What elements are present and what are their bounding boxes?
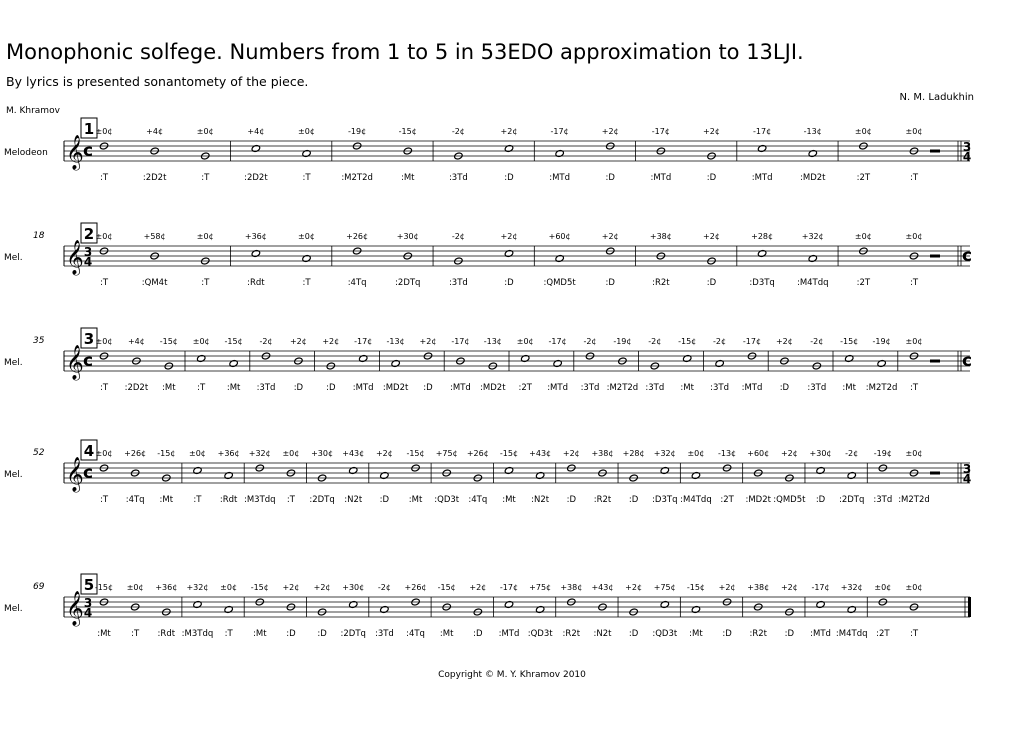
solfege-syllable: :2DTq xyxy=(309,495,335,505)
staff-system xyxy=(4,223,972,288)
instrument-name: Mel. xyxy=(4,358,23,368)
cents-annotation: ±0¢ xyxy=(905,337,923,346)
solfege-syllable: :T xyxy=(909,629,919,639)
time-signature: c xyxy=(82,351,94,371)
solfege-syllable: :T xyxy=(201,278,210,288)
solfege-syllable: :4Tq xyxy=(347,278,367,288)
cents-annotation: +43¢ xyxy=(591,583,614,592)
solfege-syllable: :MTd xyxy=(741,383,763,393)
cents-annotation: +30¢ xyxy=(396,232,419,241)
solfege-syllable: :R2t xyxy=(749,629,767,639)
page-subtitle: By lyrics is presented sonantomety of the piece. xyxy=(6,74,309,89)
solfege-syllable: :M2T2d xyxy=(606,383,639,393)
time-signature: c xyxy=(82,141,94,161)
time-signature-end: 4 xyxy=(962,150,972,164)
cents-annotation: ±0¢ xyxy=(196,127,214,136)
solfege-syllable: :D xyxy=(566,495,577,505)
cents-annotation: -15¢ xyxy=(224,337,243,346)
cents-annotation: -15¢ xyxy=(499,449,519,458)
solfege-syllable: :3Td xyxy=(807,383,827,393)
cents-annotation: +2¢ xyxy=(313,583,331,592)
solfege-syllable: :D3Tq xyxy=(652,495,678,505)
cents-annotation: +32¢ xyxy=(248,449,271,458)
system-number: 1 xyxy=(83,120,95,138)
cents-annotation: +36¢ xyxy=(155,583,178,592)
cents-annotation: +4¢ xyxy=(127,337,145,346)
solfege-syllable: :T xyxy=(302,173,311,183)
measure-number: 18 xyxy=(33,231,45,241)
solfege-syllable: :D xyxy=(326,383,336,393)
cents-annotation: +2¢ xyxy=(289,337,307,346)
solfege-syllable: :T xyxy=(302,278,311,288)
cents-annotation: +30¢ xyxy=(342,583,365,592)
cents-annotation: -19¢ xyxy=(872,337,891,346)
solfege-syllable: :T xyxy=(909,278,919,288)
solfege-syllable: :D xyxy=(473,629,483,639)
solfege-syllable: :D xyxy=(722,629,732,639)
solfege-syllable: :Rdt xyxy=(219,495,238,505)
cents-annotation: -17¢ xyxy=(451,337,470,346)
solfege-syllable: :QD3t xyxy=(652,629,678,639)
cents-annotation: +38¢ xyxy=(747,583,770,592)
cents-annotation: ±0¢ xyxy=(196,232,214,241)
solfege-syllable: :T xyxy=(201,173,210,183)
cents-annotation: -17¢ xyxy=(742,337,762,346)
cents-annotation: -15¢ xyxy=(406,449,425,458)
solfege-syllable: :D xyxy=(815,495,826,505)
cents-annotation: -2¢ xyxy=(259,337,273,346)
measure-number: 52 xyxy=(33,448,45,458)
solfege-syllable: :MD2t xyxy=(382,383,409,393)
cents-annotation: ±0¢ xyxy=(282,449,300,458)
solfege-syllable: :N2t xyxy=(344,495,363,505)
solfege-syllable: :T xyxy=(99,278,109,288)
solfege-syllable: :QM4t xyxy=(141,278,168,288)
time-signature: 4 xyxy=(83,255,93,269)
cents-annotation: -2¢ xyxy=(377,583,391,592)
solfege-syllable: :2T xyxy=(518,383,532,393)
composer-name: N. M. Ladukhin xyxy=(899,92,974,103)
cents-annotation: +36¢ xyxy=(244,232,267,241)
solfege-syllable: :Mt xyxy=(689,629,703,639)
solfege-syllable: :MTd xyxy=(751,173,773,183)
solfege-syllable: :Mt xyxy=(253,629,267,639)
cents-annotation: -19¢ xyxy=(348,127,367,136)
solfege-syllable: :T xyxy=(193,495,202,505)
solfege-syllable: :Mt xyxy=(162,383,176,393)
solfege-syllable: :3Td xyxy=(448,173,468,183)
solfege-syllable: :3Td xyxy=(580,383,600,393)
cents-annotation: +2¢ xyxy=(469,583,487,592)
whole-rest xyxy=(930,472,940,475)
cents-annotation: +2¢ xyxy=(775,337,793,346)
cents-annotation: +58¢ xyxy=(143,232,166,241)
cents-annotation: ±0¢ xyxy=(874,583,892,592)
cents-annotation: -19¢ xyxy=(613,337,632,346)
cents-annotation: ±0¢ xyxy=(516,337,534,346)
solfege-syllable: :QMD5t xyxy=(543,278,576,288)
final-barline-thick xyxy=(968,597,971,617)
cents-annotation: +60¢ xyxy=(548,232,571,241)
cents-annotation: ±0¢ xyxy=(854,127,872,136)
cents-annotation: +2¢ xyxy=(419,337,437,346)
cents-annotation: ±0¢ xyxy=(298,127,315,136)
cents-annotation: +75¢ xyxy=(435,449,458,458)
cents-annotation: -19¢ xyxy=(873,449,892,458)
cents-annotation: +4¢ xyxy=(146,127,164,136)
time-signature-end: 3 xyxy=(962,140,972,154)
cents-annotation: -15¢ xyxy=(159,337,178,346)
solfege-syllable: :D xyxy=(706,173,717,183)
whole-rest xyxy=(930,150,940,153)
cents-annotation: +2¢ xyxy=(282,583,300,592)
solfege-syllable: :D xyxy=(293,383,304,393)
cents-annotation: -17¢ xyxy=(499,583,519,592)
treble-clef: 𝄞 xyxy=(66,457,84,492)
time-signature-end: c xyxy=(961,351,973,371)
copyright-notice: Copyright © M. Y. Khramov 2010 xyxy=(438,670,586,680)
cents-annotation: +2¢ xyxy=(780,583,798,592)
cents-annotation: +30¢ xyxy=(311,449,334,458)
solfege-syllable: :D xyxy=(779,383,790,393)
solfege-syllable: :N2t xyxy=(531,495,550,505)
cents-annotation: +2¢ xyxy=(703,232,720,241)
time-signature: 4 xyxy=(83,606,93,620)
solfege-syllable: :T xyxy=(224,629,233,639)
solfege-syllable: :QMD5t xyxy=(773,495,806,505)
cents-annotation: ±0¢ xyxy=(905,583,923,592)
solfege-syllable: :3Td xyxy=(710,383,730,393)
solfege-syllable: :T xyxy=(197,383,206,393)
cents-annotation: ±0¢ xyxy=(95,232,113,241)
solfege-syllable: :Mt xyxy=(226,383,241,393)
solfege-syllable: :2T xyxy=(876,629,890,639)
cents-annotation: +75¢ xyxy=(653,583,676,592)
solfege-syllable: :T xyxy=(131,629,140,639)
cents-annotation: -15¢ xyxy=(678,337,697,346)
cents-annotation: +32¢ xyxy=(653,449,676,458)
instrument-name: Mel. xyxy=(4,470,23,480)
cents-annotation: -2¢ xyxy=(583,337,597,346)
solfege-syllable: :MTd xyxy=(810,629,831,639)
cents-annotation: ±0¢ xyxy=(905,232,923,241)
cents-annotation: +32¢ xyxy=(801,232,824,241)
solfege-syllable: :D3Tq xyxy=(749,278,775,288)
cents-annotation: +32¢ xyxy=(840,583,863,592)
cents-annotation: +28¢ xyxy=(622,449,645,458)
cents-annotation: -17¢ xyxy=(811,583,830,592)
solfege-syllable: :4Tq xyxy=(468,495,488,505)
cents-annotation: +2¢ xyxy=(562,449,580,458)
solfege-syllable: :4Tq xyxy=(125,495,145,505)
cents-annotation: ±0¢ xyxy=(854,232,872,241)
cents-annotation: -2¢ xyxy=(810,337,824,346)
cents-annotation: -2¢ xyxy=(845,449,859,458)
cents-annotation: ±0¢ xyxy=(95,337,113,346)
cents-annotation: -17¢ xyxy=(354,337,373,346)
solfege-syllable: :D xyxy=(605,173,615,183)
solfege-syllable: :4Tq xyxy=(406,629,425,639)
treble-clef: 𝄞 xyxy=(66,240,84,275)
time-signature-end: c xyxy=(961,246,973,266)
solfege-syllable: :T xyxy=(99,173,109,183)
solfege-syllable: :D xyxy=(504,278,514,288)
staff-system xyxy=(4,440,971,505)
cents-annotation: +2¢ xyxy=(375,449,393,458)
solfege-syllable: :M3Tdq xyxy=(243,495,276,505)
cents-annotation: +2¢ xyxy=(703,127,720,136)
solfege-syllable: :M4Tdq xyxy=(680,495,712,505)
cents-annotation: -13¢ xyxy=(386,337,405,346)
time-signature: c xyxy=(82,463,94,483)
solfege-syllable: :T xyxy=(99,383,109,393)
solfege-syllable: :M2T2d xyxy=(865,383,898,393)
solfege-syllable: :3Td xyxy=(645,383,665,393)
solfege-syllable: :M2T2d xyxy=(341,173,373,183)
system-number: 2 xyxy=(83,225,95,243)
solfege-syllable: :MTd xyxy=(498,629,520,639)
solfege-syllable: :T xyxy=(909,173,919,183)
solfege-syllable: :D xyxy=(628,495,639,505)
solfege-syllable: :M3Tdq xyxy=(181,629,214,639)
cents-annotation: -15¢ xyxy=(437,583,456,592)
solfege-syllable: :Rdt xyxy=(157,629,176,639)
cents-annotation: +43¢ xyxy=(342,449,365,458)
whole-rest xyxy=(930,255,940,258)
cents-annotation: +38¢ xyxy=(649,232,672,241)
solfege-syllable: :3Td xyxy=(873,495,893,505)
solfege-syllable: :MTd xyxy=(547,383,568,393)
solfege-syllable: :Rdt xyxy=(247,278,265,288)
solfege-syllable: :2DTq xyxy=(838,495,865,505)
solfege-syllable: :D xyxy=(423,383,433,393)
cents-annotation: +2¢ xyxy=(322,337,340,346)
solfege-syllable: :Mt xyxy=(159,495,174,505)
cents-annotation: +4¢ xyxy=(247,127,265,136)
cents-annotation: +26¢ xyxy=(404,583,427,592)
cents-annotation: -13¢ xyxy=(803,127,822,136)
cents-annotation: ±0¢ xyxy=(192,337,210,346)
solfege-syllable: :Mt xyxy=(680,383,694,393)
solfege-syllable: :2D2t xyxy=(142,173,167,183)
cents-annotation: ±0¢ xyxy=(189,449,206,458)
solfege-syllable: :MTd xyxy=(650,173,672,183)
page-title: Monophonic solfege. Numbers from 1 to 5 in 53EDO approximation to 13LJI. xyxy=(6,40,804,64)
cents-annotation: +2¢ xyxy=(500,232,518,241)
cents-annotation: ±0¢ xyxy=(687,449,705,458)
cents-annotation: +2¢ xyxy=(500,127,518,136)
solfege-syllable: :MD2t xyxy=(480,383,506,393)
measure-number: 69 xyxy=(33,582,45,592)
solfege-syllable: :M2T2d xyxy=(898,495,930,505)
staff-system xyxy=(4,118,971,183)
cents-annotation: +30¢ xyxy=(809,449,832,458)
cents-annotation: +2¢ xyxy=(780,449,798,458)
cents-annotation: ±0¢ xyxy=(95,449,113,458)
cents-annotation: -15¢ xyxy=(398,127,417,136)
solfege-syllable: :N2t xyxy=(593,629,612,639)
system-number: 3 xyxy=(83,330,95,348)
solfege-syllable: :R2t xyxy=(593,495,612,505)
cents-annotation: -17¢ xyxy=(753,127,772,136)
solfege-syllable: :2D2t xyxy=(124,383,149,393)
cents-annotation: ±0¢ xyxy=(905,449,923,458)
solfege-syllable: :MD2t xyxy=(800,173,826,183)
cents-annotation: +2¢ xyxy=(601,127,619,136)
cents-annotation: +2¢ xyxy=(625,583,643,592)
solfege-syllable: :D xyxy=(504,173,514,183)
cents-annotation: +75¢ xyxy=(529,583,552,592)
cents-annotation: +38¢ xyxy=(560,583,583,592)
solfege-syllable: :D xyxy=(605,278,615,288)
cents-annotation: -17¢ xyxy=(550,127,569,136)
cents-annotation: -15¢ xyxy=(157,449,176,458)
solfege-syllable: :T xyxy=(286,495,295,505)
cents-annotation: -17¢ xyxy=(651,127,670,136)
solfege-syllable: :Mt xyxy=(439,629,454,639)
cents-annotation: -15¢ xyxy=(94,583,114,592)
cents-annotation: -2¢ xyxy=(648,337,662,346)
solfege-syllable: :Mt xyxy=(842,383,856,393)
cents-annotation: ±0¢ xyxy=(220,583,238,592)
cents-annotation: +32¢ xyxy=(186,583,209,592)
solfege-syllable: :3Td xyxy=(374,629,394,639)
cents-annotation: ±0¢ xyxy=(95,127,113,136)
cents-annotation: -15¢ xyxy=(250,583,269,592)
solfege-syllable: :3Td xyxy=(448,278,468,288)
cents-annotation: +38¢ xyxy=(591,449,614,458)
solfege-syllable: :Mt xyxy=(97,629,111,639)
time-signature: 3 xyxy=(83,596,93,610)
solfege-syllable: :M4Tdq xyxy=(835,629,868,639)
cents-annotation: -2¢ xyxy=(451,232,465,241)
solfege-syllable: :D xyxy=(706,278,717,288)
solfege-syllable: :D xyxy=(317,629,327,639)
cents-annotation: -13¢ xyxy=(483,337,502,346)
cents-annotation: -2¢ xyxy=(451,127,465,136)
solfege-syllable: :R2t xyxy=(652,278,670,288)
cents-annotation: +26¢ xyxy=(346,232,369,241)
solfege-syllable: :D xyxy=(784,629,795,639)
cents-annotation: -17¢ xyxy=(548,337,567,346)
cents-annotation: ±0¢ xyxy=(126,583,144,592)
whole-rest xyxy=(930,360,940,363)
cents-annotation: +60¢ xyxy=(747,449,770,458)
arranger-name: M. Khramov xyxy=(6,106,60,116)
instrument-name: Melodeon xyxy=(4,148,48,158)
solfege-syllable: :2D2t xyxy=(244,173,268,183)
solfege-syllable: :2T xyxy=(720,495,734,505)
cents-annotation: +26¢ xyxy=(124,449,147,458)
solfege-syllable: :2T xyxy=(856,278,871,288)
solfege-syllable: :MD2t xyxy=(745,495,771,505)
cents-annotation: +2¢ xyxy=(718,583,736,592)
treble-clef: 𝄞 xyxy=(66,345,84,380)
solfege-syllable: :MTd xyxy=(450,383,471,393)
solfege-syllable: :2DTq xyxy=(395,278,421,288)
treble-clef: 𝄞 xyxy=(66,135,84,170)
solfege-syllable: :QD3t xyxy=(527,629,553,639)
solfege-syllable: :QD3t xyxy=(434,495,460,505)
cents-annotation: +28¢ xyxy=(751,232,774,241)
solfege-syllable: :2DTq xyxy=(340,629,366,639)
solfege-syllable: :D xyxy=(628,629,639,639)
solfege-syllable: :2T xyxy=(856,173,871,183)
solfege-syllable: :3Td xyxy=(256,383,276,393)
system-number: 5 xyxy=(83,576,95,594)
cents-annotation: ±0¢ xyxy=(905,127,923,136)
solfege-syllable: :M4Tdq xyxy=(796,278,829,288)
staff-system xyxy=(4,574,971,639)
solfege-syllable: :D xyxy=(379,495,390,505)
instrument-name: Mel. xyxy=(4,604,23,614)
solfege-syllable: :D xyxy=(286,629,296,639)
cents-annotation: +2¢ xyxy=(601,232,619,241)
solfege-syllable: :MTd xyxy=(352,383,374,393)
cents-annotation: -15¢ xyxy=(840,337,859,346)
solfege-syllable: :Mt xyxy=(408,495,423,505)
cents-annotation: -2¢ xyxy=(713,337,727,346)
cents-annotation: -13¢ xyxy=(717,449,737,458)
cents-annotation: +26¢ xyxy=(466,449,489,458)
instrument-name: Mel. xyxy=(4,253,23,263)
time-signature-end: 4 xyxy=(962,472,972,486)
solfege-syllable: :T xyxy=(909,383,919,393)
treble-clef: 𝄞 xyxy=(66,591,84,626)
cents-annotation: -15¢ xyxy=(686,583,706,592)
cents-annotation: ±0¢ xyxy=(298,232,315,241)
staff-system xyxy=(4,328,972,393)
time-signature-end: 3 xyxy=(962,462,972,476)
solfege-syllable: :MTd xyxy=(549,173,571,183)
solfege-syllable: :Mt xyxy=(502,495,516,505)
solfege-syllable: :Mt xyxy=(400,173,415,183)
cents-annotation: +36¢ xyxy=(217,449,240,458)
solfege-syllable: :T xyxy=(99,495,109,505)
measure-number: 35 xyxy=(33,336,45,346)
system-number: 4 xyxy=(83,442,95,460)
solfege-syllable: :R2t xyxy=(562,629,581,639)
cents-annotation: +43¢ xyxy=(529,449,552,458)
time-signature: 3 xyxy=(83,245,93,259)
